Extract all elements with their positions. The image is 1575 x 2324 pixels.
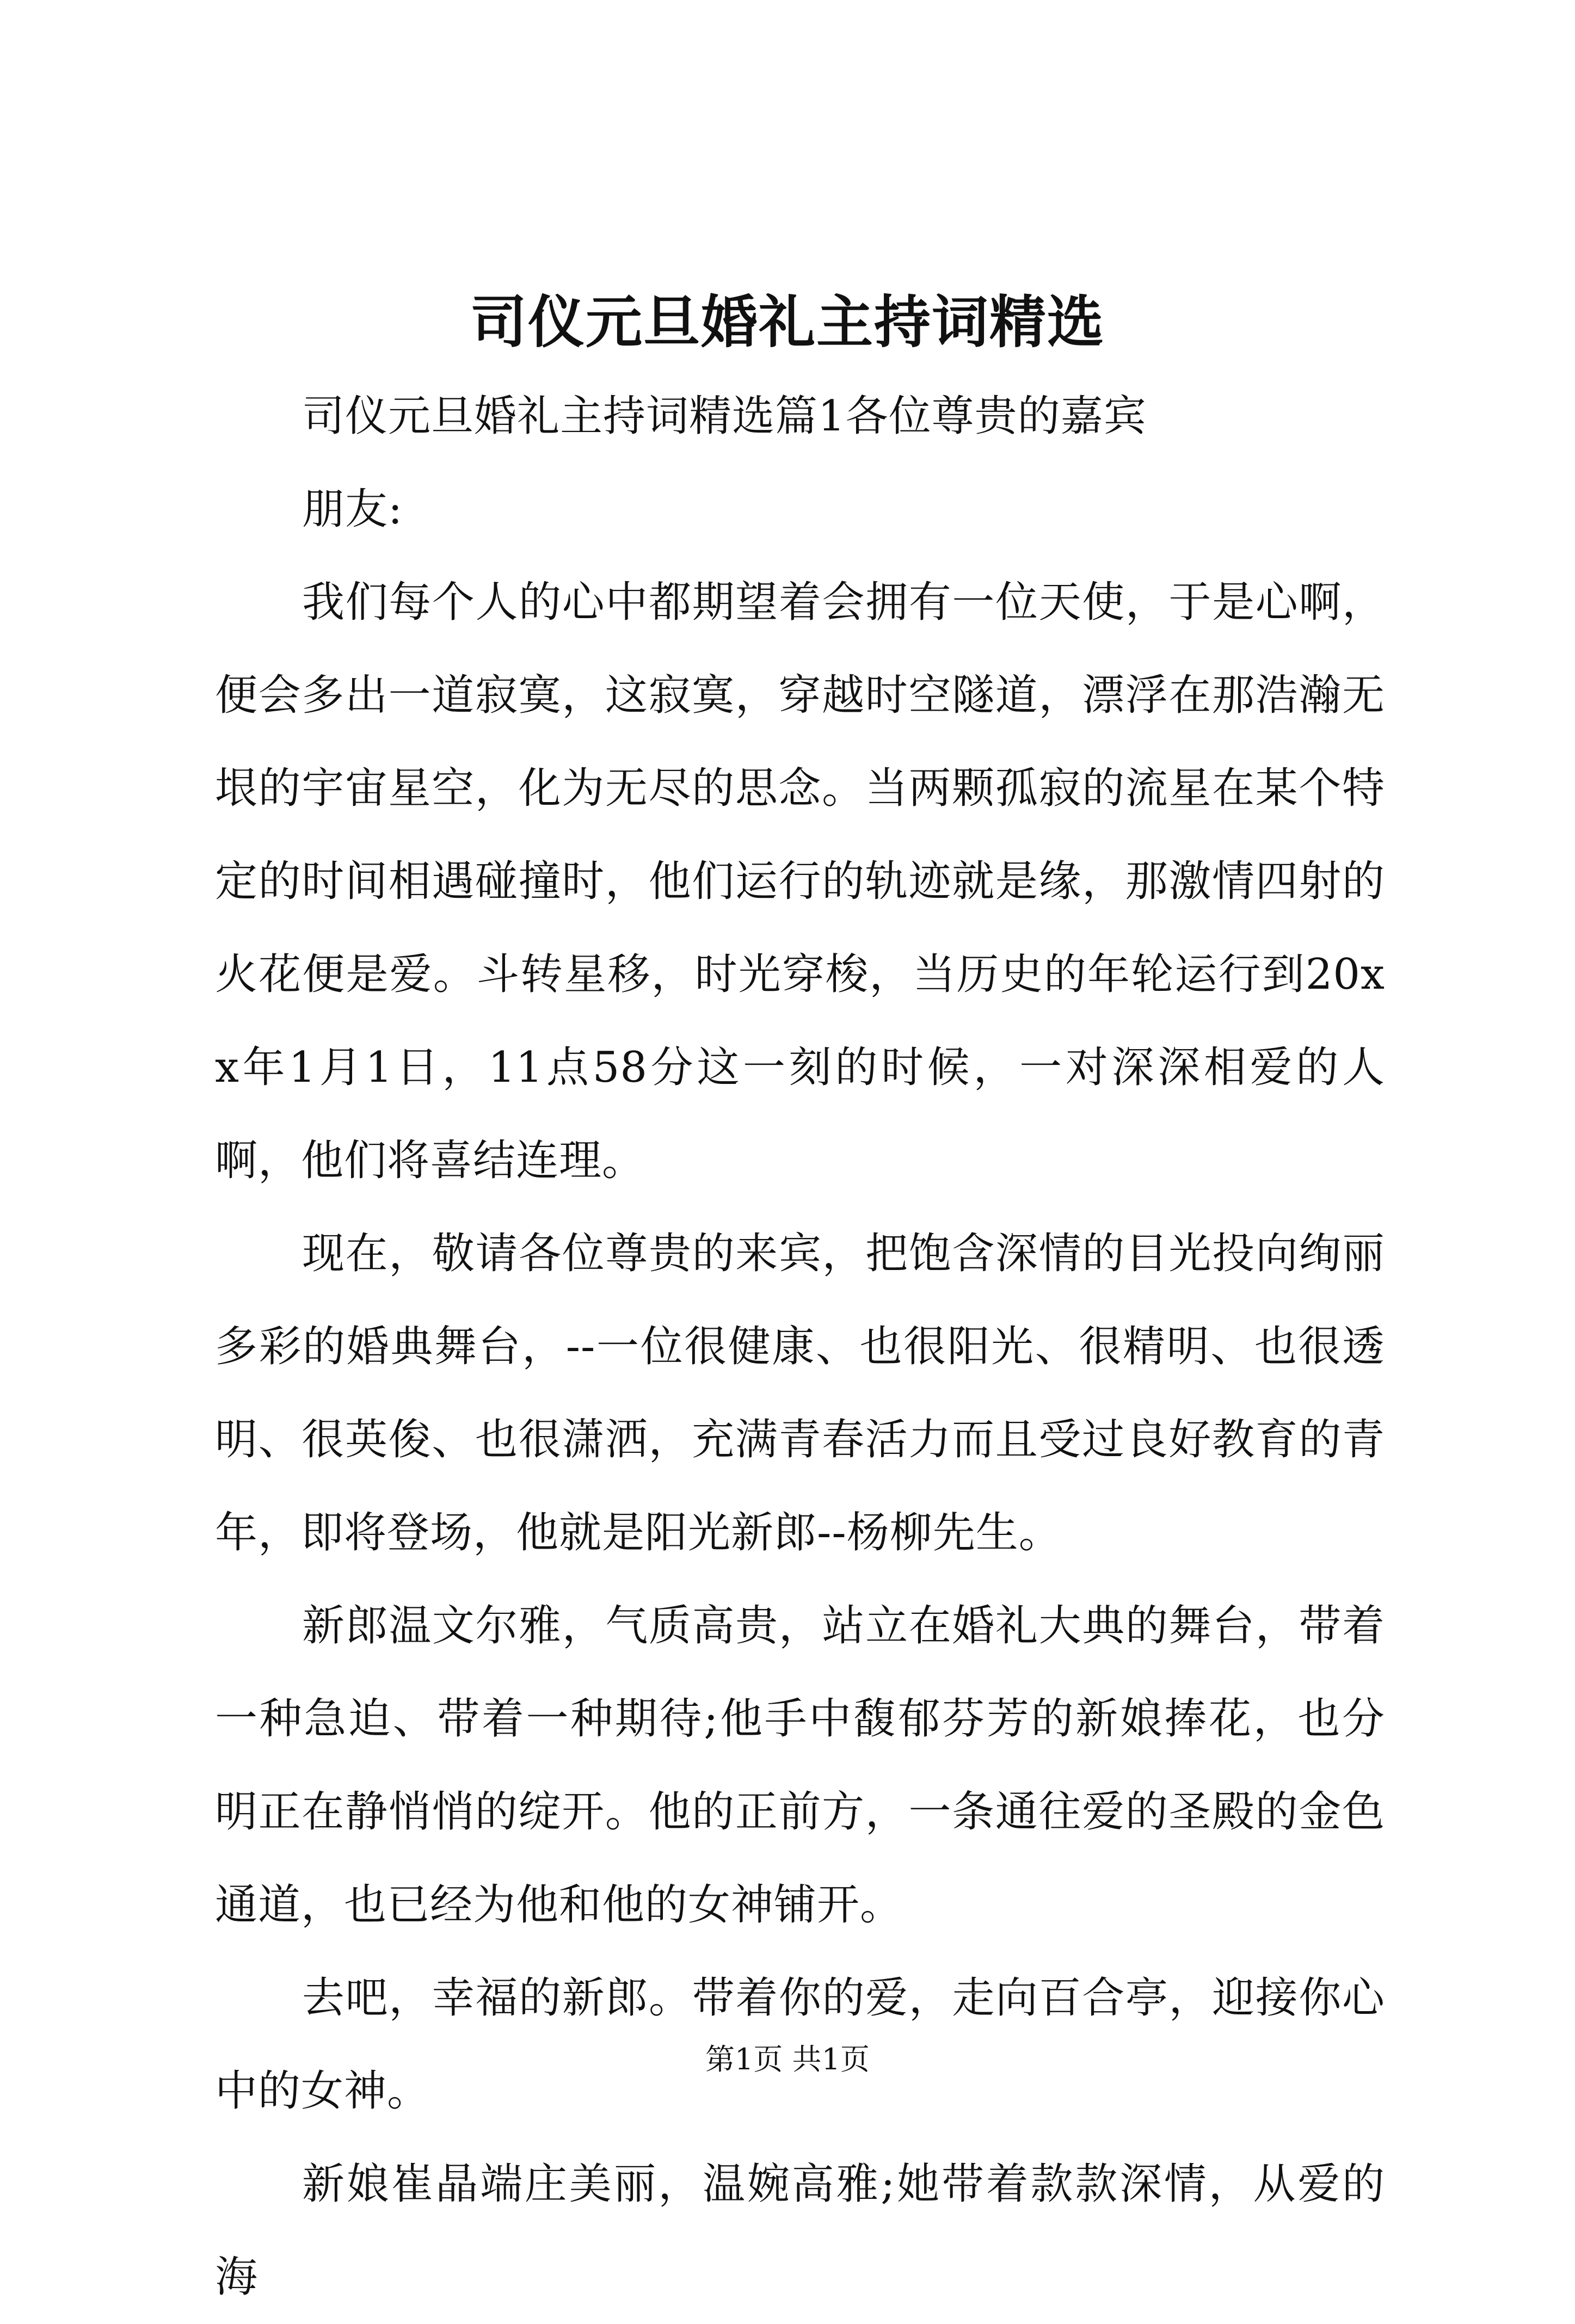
paragraph-2: 朋友: <box>302 485 403 534</box>
paragraph-4: 现在，敬请各位尊贵的来宾，把饱含深情的目光投向绚丽多彩的婚典舞台，--一位很健康、也很阳光、很精明、也很透明、很英俊、也很潇洒，充满青春活力而且受过良好教育的青年，即将登场，他就是阳光新郎--杨柳先生。 <box>215 1229 1385 1557</box>
paragraph-5: 新郎温文尔雅，气质高贵，站立在婚礼大典的舞台，带着一种急迫、带着一种期待;他手中馥郁芬芳的新娘捧花，也分明正在静悄悄的绽开。他的正前方，一条通往爱的圣殿的金色通道，也已经为他和他的女神铺开。 <box>215 1601 1385 1930</box>
paragraph-1: 司仪元旦婚礼主持词精选篇1各位尊贵的嘉宾 <box>302 392 1147 441</box>
paragraph-3: 我们每个人的心中都期望着会拥有一位天使，于是心啊，便会多出一道寂寞，这寂寞，穿越时空隧道，漂浮在那浩瀚无垠的宇宙星空，化为无尽的思念。当两颗孤寂的流星在某个特定的时间相遇碰撞时，他们运行的轨迹就是缘，那激情四射的火花便是爱。斗转星移，时光穿梭，当历史的年轮运行到20xx年1月1日，11点58分这一刻的时候，一对深深相爱的人啊，他们将喜结连理。 <box>215 578 1385 1185</box>
document-title: 司仪元旦婚礼主持词精选 <box>470 288 1105 355</box>
page-number-footer: 第1页 共1页 <box>705 2042 870 2076</box>
paragraph-6: 去吧，幸福的新郎。带着你的爱，走向百合亭，迎接你心中的女神。 <box>215 1974 1385 2116</box>
paragraph-7: 新娘崔晶端庄美丽，温婉高雅;她带着款款深情，从爱的海 <box>215 2160 1385 2302</box>
document-body <box>215 370 1385 2324</box>
